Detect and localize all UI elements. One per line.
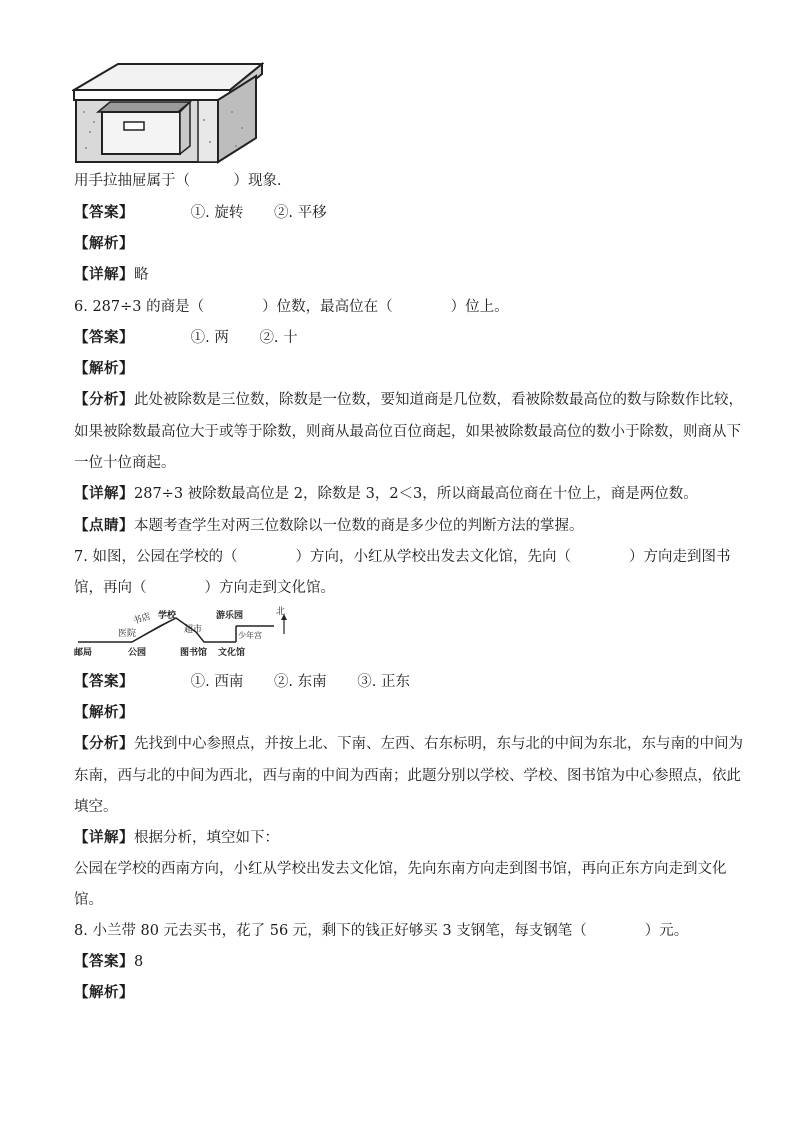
- q8-question: 8. 小兰带 80 元去买书，花了 56 元，剩下的钱正好够买 3 支钢笔，每支钢笔（ ）元。: [74, 923, 689, 939]
- map-label-hospital: 医院: [118, 629, 137, 639]
- q5-detail-text: 略: [134, 267, 149, 283]
- q6-question: 6. 287÷3 的商是（ ）位数，最高位在（ ）位上。: [74, 299, 509, 315]
- map-label-library: 图书馆: [180, 648, 208, 658]
- q6-fenxi-line-2: 如果被除数最高位大于或等于除数，则商从最高位百位商起，如果被除数最高位的数小于除数，则商从下: [74, 424, 741, 440]
- q6-analysis-tag: 【解析】: [74, 360, 134, 377]
- q5-answer-option-2: ②. 平移: [273, 205, 327, 221]
- map-label-supermarket: 超市: [184, 625, 203, 635]
- fenxi-tag: 【分析】: [74, 735, 134, 752]
- q7-answer-row: [74, 672, 410, 692]
- dianjing-tag: 【点睛】: [74, 517, 134, 534]
- q8-analysis-tag: 【解析】: [74, 984, 134, 1001]
- map-label-culture: 文化馆: [218, 648, 246, 658]
- q6-dianjing-text: 本题考查学生对两三位数除以一位数的商是多少位的判断方法的掌握。: [134, 518, 584, 534]
- q6-answer-row: [74, 328, 298, 348]
- q6-dianjing-row: [74, 516, 584, 536]
- map-label-bookstore: 书店: [131, 611, 153, 627]
- map-label-school: 学校: [158, 611, 177, 621]
- answer-tag: 【答案】: [74, 953, 134, 970]
- q8-answer-value: 8: [134, 954, 144, 970]
- q7-question-line-1: 7. 如图，公园在学校的（ ）方向，小红从学校出发去文化馆，先向（ ）方向走到图书: [74, 549, 731, 565]
- q6-fenxi-line-1: [74, 390, 743, 410]
- q7-conclusion-line-2: 馆。: [74, 892, 103, 908]
- q6-detail-row: [74, 484, 698, 504]
- q7-answer-option-2: ②. 东南: [273, 674, 327, 690]
- q7-fenxi-line-3: 填空。: [74, 799, 118, 815]
- answer-tag: 【答案】: [74, 204, 134, 221]
- drawer-illustration: [72, 62, 264, 164]
- q5-analysis-tag: 【解析】: [74, 235, 134, 252]
- q7-fenxi-text-1: 先找到中心参照点，并按上北、下南、左西、右东标明，东与北的中间为东北，东与南的中间为: [134, 736, 743, 752]
- q7-conclusion-line-1: 公园在学校的西南方向，小红从学校出发去文化馆，先向东南方向走到图书馆，再向正东方向走到文化: [74, 861, 727, 877]
- q6-detail-text: 287÷3 被除数最高位是 2，除数是 3，2＜3，所以商最高位商在十位上，商是两位数。: [134, 486, 698, 502]
- fenxi-tag: 【分析】: [74, 391, 134, 408]
- q7-question-line-2: 馆，再向（ ）方向走到文化馆。: [74, 580, 335, 596]
- detail-tag: 【详解】: [74, 266, 134, 283]
- q5-answer-option-1: ①. 旋转: [190, 205, 244, 221]
- q7-fenxi-line-1: [74, 734, 743, 754]
- q6-fenxi-text-1: 此处被除数是三位数，除数是一位数，要知道商是几位数，看被除数最高位的数与除数作比较，: [134, 392, 743, 408]
- q7-answer-option-3: ③. 正东: [357, 674, 410, 690]
- q7-answer-option-1: ①. 西南: [190, 674, 244, 690]
- map-label-amusement: 游乐园: [216, 611, 244, 621]
- detail-tag: 【详解】: [74, 829, 134, 846]
- q6-answer-option-2: ②. 十: [259, 330, 298, 346]
- q7-fenxi-line-2: 东南，西与北的中间为西北，西与南的中间为西南；此题分别以学校、学校、图书馆为中心参照点，依此: [74, 768, 741, 784]
- q6-fenxi-line-3: 一位十位商起。: [74, 455, 176, 471]
- q5-question: 用手拉抽屉属于（ ）现象．: [74, 173, 292, 189]
- q7-detail-row: [74, 828, 279, 848]
- q5-answer-row: [74, 203, 327, 223]
- map-label-post: 邮局: [74, 648, 93, 658]
- q7-detail-text: 根据分析，填空如下：: [134, 830, 279, 846]
- map-label-north: 北: [276, 607, 286, 617]
- route-map: [72, 604, 302, 660]
- detail-tag: 【详解】: [74, 485, 134, 502]
- answer-tag: 【答案】: [74, 673, 134, 690]
- q8-answer-row: [74, 952, 143, 972]
- q6-answer-option-1: ①. 两: [190, 330, 229, 346]
- map-label-youth: 少年宫: [238, 631, 262, 640]
- answer-tag: 【答案】: [74, 329, 134, 346]
- q7-analysis-tag: 【解析】: [74, 704, 134, 721]
- q5-detail-row: [74, 265, 149, 285]
- map-label-park: 公园: [128, 648, 147, 658]
